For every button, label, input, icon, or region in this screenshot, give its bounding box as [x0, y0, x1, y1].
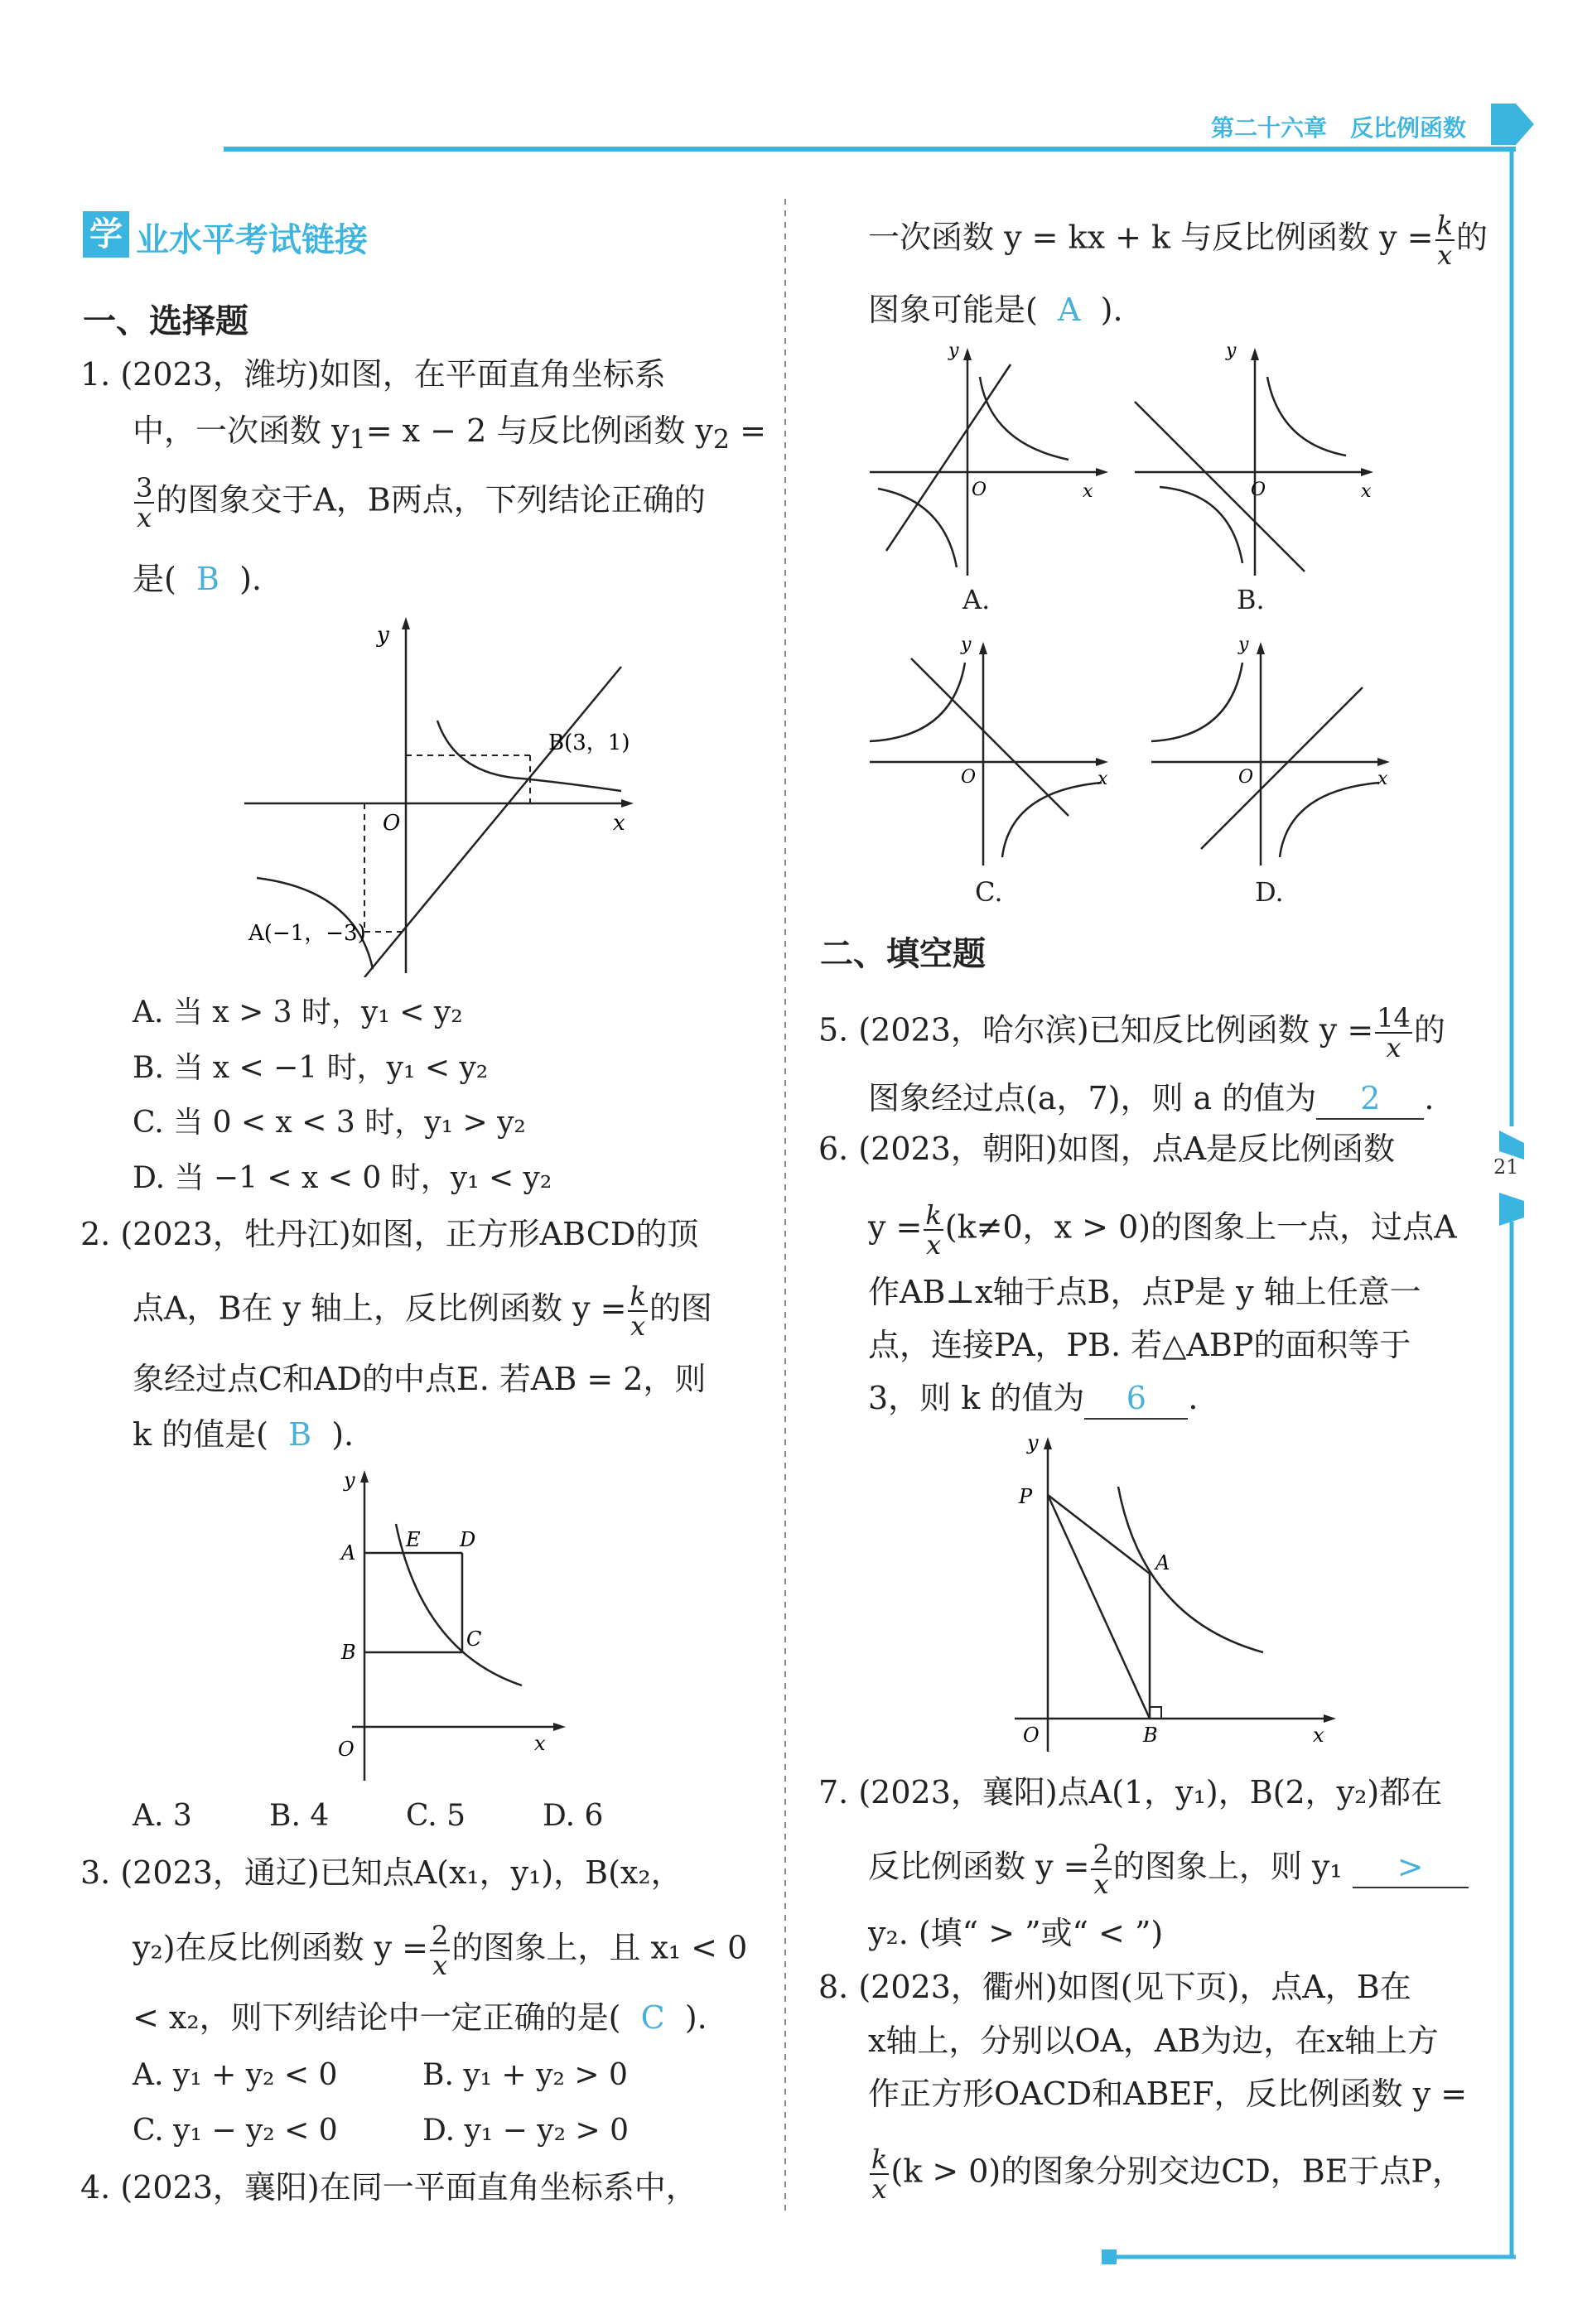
- q7-line1: 7. (2023，襄阳)点A(1，y₁)，B(2，y₂)都在: [818, 1774, 1443, 1811]
- banner-box: [83, 211, 129, 258]
- q1-label-x: x: [613, 811, 625, 836]
- q3-option-b: B. y₁ + y₂ > 0: [422, 2058, 628, 2092]
- section-fill: 二、填空题: [820, 935, 986, 973]
- q4a-label-o: O: [972, 480, 987, 500]
- q3-line2: y₂)在反比例函数 y = $\frac{2}{x}$ 的图象上，且 x₁ < 0: [133, 1920, 748, 1981]
- q4-answer: A: [1058, 292, 1081, 328]
- q4-graph-a: [866, 340, 1114, 580]
- q2-line1: 2. (2023，牡丹江)如图，正方形ABCD的顶: [80, 1216, 699, 1252]
- q2-line2: 点A，B在 y 轴上，反比例函数 y = $\frac{k}{x}$ 的图: [133, 1280, 712, 1342]
- q4-fraction: $\frac{k}{x}$: [1436, 210, 1453, 271]
- q8-line2: x轴上，分别以OA，AB为边，在x轴上方: [868, 2023, 1439, 2059]
- q2-label-x: x: [534, 1732, 546, 1755]
- q5-line1: 5. (2023，哈尔滨)已知反比例函数 y = $\frac{14}{x}$ 的: [818, 1002, 1445, 1063]
- q5-line2: 图象经过点(a，7)，则 a 的值为 2 .: [868, 1078, 1434, 1120]
- q3-line1: 3. (2023，通辽)已知点A(x₁，y₁)，B(x₂，: [80, 1854, 683, 1891]
- q4-caption-b: B.: [1237, 584, 1265, 615]
- q2-line4: k 的值是( B ).: [133, 1416, 355, 1453]
- q4-caption-c: C.: [975, 876, 1003, 908]
- q4c-label-y: y: [961, 634, 972, 655]
- q2-answer: B: [288, 1416, 312, 1453]
- q6-line2: y = $\frac{k}{x}$ (k≠0，x > 0)的图象上一点，过点A: [868, 1199, 1457, 1261]
- q3-line3: < x₂，则下列结论中一定正确的是( C ).: [133, 1999, 707, 2036]
- q5-answer: 2: [1316, 1078, 1424, 1120]
- q8-fraction: $\frac{k}{x}$: [871, 2143, 888, 2205]
- q8-line3: 作正方形OACD和ABEF，反比例函数 y =: [868, 2076, 1468, 2112]
- q1-label-y: y: [377, 623, 389, 648]
- q4-graph-c: [866, 634, 1114, 874]
- q1-label-B: B(3，1): [548, 730, 630, 755]
- q4a-label-x: x: [1083, 481, 1093, 502]
- banner-title: 业水平考试链接: [136, 221, 368, 259]
- q2-label-C: C: [466, 1627, 482, 1651]
- q6-label-A: A: [1155, 1551, 1170, 1574]
- q1-option-a: A. 当 x > 3 时，y₁ < y₂: [133, 996, 463, 1029]
- q1-answer: B: [196, 561, 220, 597]
- banner-char: 学: [89, 215, 123, 253]
- q1-label-o: O: [383, 811, 401, 836]
- q4-caption-a: A.: [962, 584, 991, 615]
- q5-fraction: $\frac{14}{x}$: [1377, 1002, 1411, 1063]
- q4-graph-b: [1131, 340, 1379, 580]
- page-number: 21: [1493, 1155, 1519, 1179]
- q4-graph-d: [1147, 634, 1396, 874]
- q2-label-A: A: [341, 1541, 356, 1565]
- q3-answer: C: [640, 1999, 665, 2036]
- q3-option-c: C. y₁ − y₂ < 0: [133, 2114, 338, 2148]
- q4b-label-x: x: [1361, 481, 1372, 502]
- q8-line1: 8. (2023，衢州)如图(见下页)，点A，B在: [818, 1969, 1411, 2005]
- q1-line3: $\frac{3}{x}$ 的图象交于A，B两点，下列结论正确的: [136, 472, 706, 533]
- q2-fraction: $\frac{k}{x}$: [630, 1280, 646, 1342]
- q4d-label-x: x: [1377, 769, 1388, 789]
- q4c-label-o: O: [961, 767, 977, 788]
- q4a-label-y: y: [948, 340, 959, 361]
- header-chapter: 第二十六章 反比例函数: [1211, 114, 1467, 142]
- q1-line1: 1. (2023，潍坊)如图，在平面直角坐标系: [80, 356, 666, 393]
- q4b-label-o: O: [1251, 480, 1266, 500]
- q6-graph: [1011, 1429, 1342, 1756]
- q6-fraction: $\frac{k}{x}$: [925, 1199, 942, 1261]
- q6-label-x: x: [1313, 1724, 1324, 1747]
- q1-fraction: $\frac{3}{x}$: [136, 472, 153, 533]
- q2-option-c: C. 5: [406, 1799, 466, 1833]
- q7-fraction: $\frac{2}{x}$: [1093, 1839, 1110, 1900]
- q1-label-A: A(−1，−3): [248, 921, 366, 946]
- q6-label-P: P: [1019, 1485, 1033, 1508]
- q1-option-c: C. 当 0 < x < 3 时，y₁ > y₂: [133, 1106, 526, 1140]
- q1-line4: 是( B ).: [133, 561, 263, 597]
- q4-line1: 4. (2023，襄阳)在同一平面直角坐标系中，: [80, 2169, 697, 2206]
- q4d-label-y: y: [1238, 634, 1249, 655]
- q2-line3: 象经过点C和AD的中点E. 若AB = 2，则: [133, 1361, 707, 1397]
- section-choice: 一、选择题: [83, 302, 248, 340]
- q2-label-y: y: [344, 1468, 355, 1492]
- q6-line1: 6. (2023，朝阳)如图，点A是反比例函数: [818, 1131, 1396, 1167]
- q6-label-O: O: [1023, 1724, 1040, 1747]
- q4-caption-d: D.: [1255, 876, 1284, 908]
- q6-line3: 作AB⊥x轴于点B，点P是 y 轴上任意一: [868, 1274, 1421, 1310]
- q4b-label-y: y: [1226, 340, 1237, 361]
- q2-graph: [331, 1462, 572, 1785]
- q4-line3: 图象可能是( A ).: [868, 292, 1123, 328]
- q6-answer: 6: [1084, 1378, 1188, 1420]
- q2-option-a: A. 3: [133, 1799, 192, 1833]
- q4-line2: 一次函数 y = kx + k 与反比例函数 y = $\frac{k}{x}$ 的: [868, 210, 1488, 271]
- q1-option-d: D. 当 −1 < x < 0 时，y₁ < y₂: [133, 1161, 552, 1195]
- q6-line5: 3，则 k 的值为 6 .: [868, 1378, 1198, 1420]
- q6-label-y: y: [1027, 1431, 1039, 1454]
- q7-answer: >: [1353, 1847, 1469, 1888]
- q7-line2: 反比例函数 y = $\frac{2}{x}$ 的图象上，则 y₁ >: [868, 1840, 1469, 1898]
- q2-label-O: O: [338, 1738, 355, 1761]
- q3-fraction: $\frac{2}{x}$: [432, 1920, 449, 1981]
- q3-option-d: D. y₁ − y₂ > 0: [422, 2114, 630, 2148]
- q3-option-a: A. y₁ + y₂ < 0: [133, 2058, 338, 2092]
- q7-line3: y₂. (填“ > ”或“ < ”): [868, 1915, 1164, 1951]
- q1-graph: [240, 613, 638, 977]
- q4d-label-o: O: [1238, 767, 1254, 788]
- q2-option-d: D. 6: [543, 1799, 604, 1833]
- q1-option-b: B. 当 x < −1 时，y₁ < y₂: [133, 1051, 489, 1085]
- q2-option-b: B. 4: [269, 1799, 330, 1833]
- q4c-label-x: x: [1098, 769, 1108, 789]
- q2-label-E: E: [406, 1528, 421, 1551]
- q6-line4: 点，连接PA，PB. 若△ABP的面积等于: [868, 1327, 1411, 1363]
- q6-label-B: B: [1143, 1724, 1158, 1747]
- q2-label-D: D: [460, 1528, 476, 1551]
- q1-line2: 中，一次函数 $y_1= x - 2$ 与反比例函数 $y_2$ =: [133, 412, 766, 456]
- q2-label-B: B: [341, 1641, 356, 1664]
- q8-line4: $\frac{k}{x}$ (k > 0)的图象分别交边CD，BE于点P，: [871, 2143, 1464, 2205]
